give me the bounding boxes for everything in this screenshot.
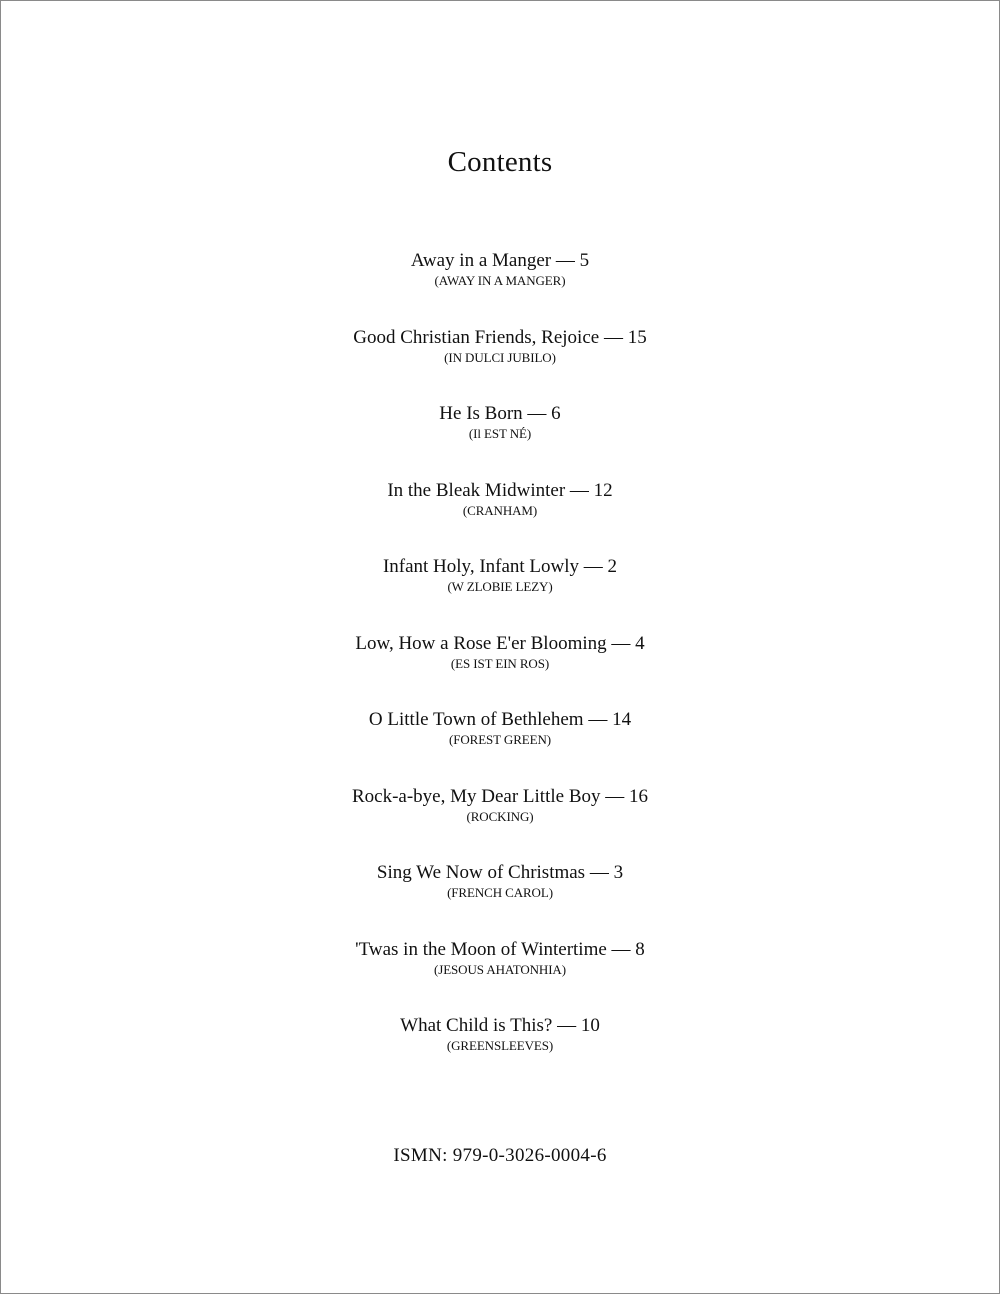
toc-entry [1, 785, 999, 862]
toc-entry-tune: (AWAY IN A MANGER) [434, 273, 566, 288]
toc-entry-title: O Little Town of Bethlehem — 14 [368, 709, 632, 730]
toc-entry-title: Rock-a-bye, My Dear Little Boy — 16 [351, 785, 648, 807]
toc-entry-title: 'Twas in the Moon of Wintertime — 8 [355, 938, 645, 960]
toc-entry-tune: (ROCKING) [466, 808, 534, 824]
toc-entry [1, 479, 999, 556]
toc-entry [1, 632, 999, 709]
ismn-number: ISMN: 979-0-3026-0004-6 [393, 1145, 607, 1166]
toc-entry-tune: (JESOUS AHATONHIA) [434, 961, 566, 977]
toc-entry [1, 402, 999, 479]
toc-entry-tune: (Il EST NÉ) [468, 426, 532, 441]
page-title: Contents [447, 146, 553, 178]
toc-entry [1, 249, 999, 326]
toc-entry-title: Sing We Now of Christmas — 3 [376, 862, 624, 883]
toc-entry [1, 938, 999, 1015]
toc-entry-title: Low, How a Rose E'er Blooming — 4 [355, 632, 645, 654]
toc-entry-title: In the Bleak Midwinter — 12 [387, 479, 613, 501]
toc-entry-tune: (CRANHAM) [462, 502, 538, 518]
toc-entry [1, 555, 999, 632]
toc-entry-title: Good Christian Friends, Rejoice — 15 [353, 326, 647, 348]
toc-entry-tune: (IN DULCI JUBILO) [444, 349, 556, 365]
toc-entry [1, 326, 999, 403]
toc-entry-tune: (W ZLOBIE LEZY) [447, 579, 553, 594]
toc-entry [1, 861, 999, 938]
toc-entry-title: He Is Born — 6 [439, 403, 561, 424]
toc-entry-title: What Child is This? — 10 [400, 1015, 600, 1036]
toc-entry [1, 708, 999, 785]
toc-entry-tune: (FOREST GREEN) [448, 732, 551, 747]
toc-entry-tune: (GREENSLEEVES) [446, 1038, 554, 1053]
toc-entry-tune: (FRENCH CAROL) [447, 885, 553, 900]
toc-entry-title: Infant Holy, Infant Lowly — 2 [382, 556, 618, 577]
toc-entry [1, 1014, 999, 1091]
table-of-contents [1, 249, 999, 1091]
toc-entry-tune: (ES IST EIN ROS) [450, 655, 550, 671]
toc-entry-title: Away in a Manger — 5 [410, 250, 590, 271]
